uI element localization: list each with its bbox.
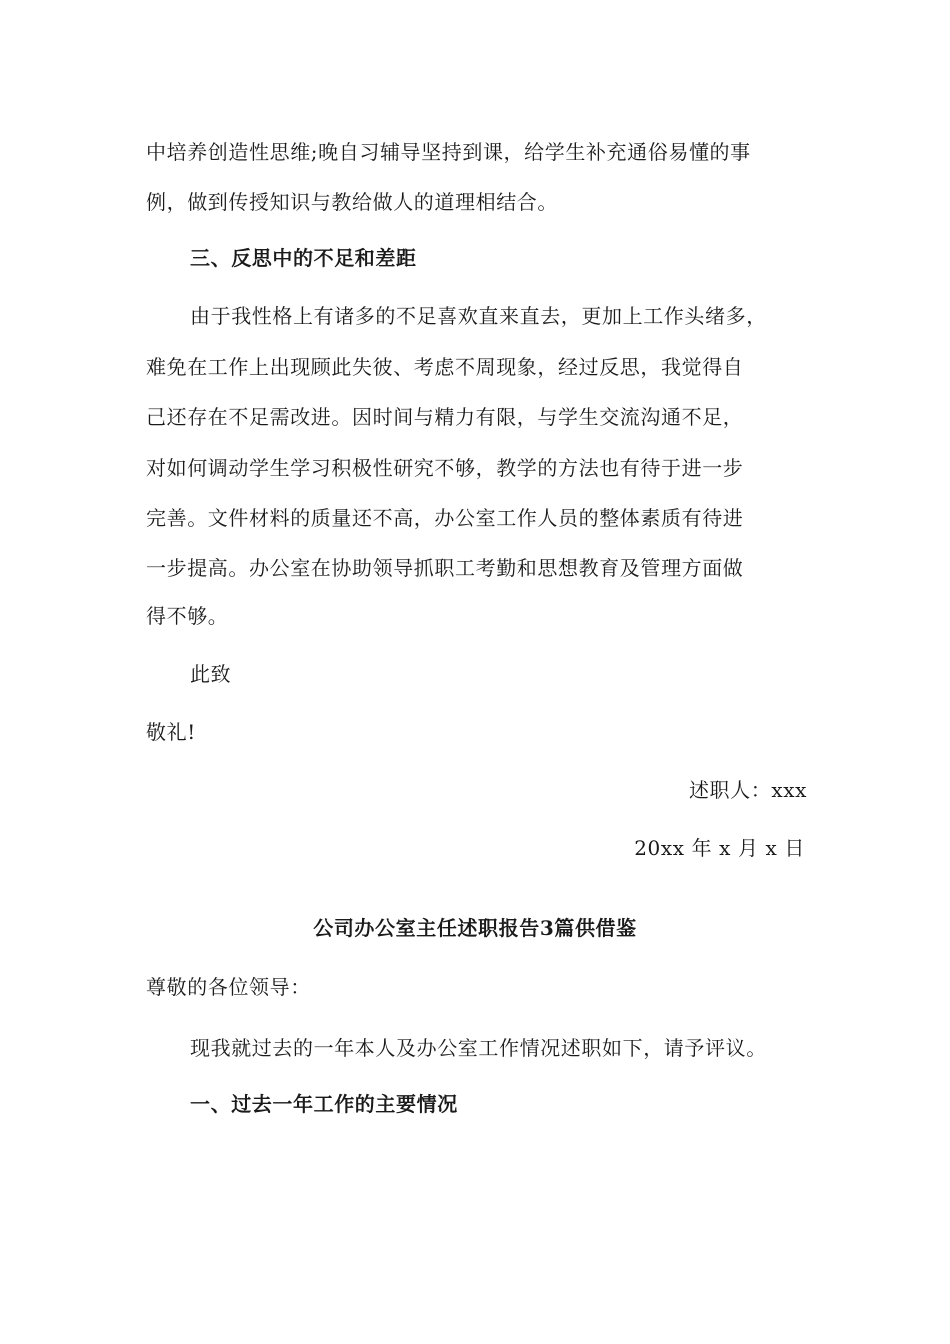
intro-paragraph: 现我就过去的一年本人及办公室工作情况述职如下，请予评议。 (190, 1036, 767, 1060)
paragraph-line: 中培养创造性思维;晚自习辅导坚持到课，给学生补充通俗易懂的事 (146, 140, 751, 164)
paragraph-line: 得不够。 (146, 604, 229, 628)
paragraph-line: 例，做到传授知识与教给做人的道理相结合。 (146, 190, 558, 214)
paragraph-line: 一步提高。办公室在协助领导抓职工考勤和思想教育及管理方面做 (146, 556, 744, 580)
paragraph-line: 对如何调动学生学习积极性研究不够，教学的方法也有待于进一步 (146, 456, 744, 480)
signature: 述职人：xxx (688, 778, 807, 802)
paragraph-line: 难免在工作上出现顾此失彼、考虑不周现象，经过反思，我觉得自 (146, 355, 744, 379)
closing-line: 此致 (190, 662, 232, 686)
date: 20xx 年 x 月 x 日 (634, 836, 805, 860)
paragraph-line: 由于我性格上有诸多的不足喜欢直来直去，更加上工作头绪多， (190, 304, 767, 328)
paragraph-line: 己还存在不足需改进。因时间与精力有限，与学生交流沟通不足， (146, 405, 744, 429)
closing-line: 敬礼! (146, 720, 196, 744)
document-title: 公司办公室主任述职报告3篇供借鉴 (313, 916, 637, 940)
section-heading: 三、反思中的不足和差距 (190, 246, 417, 270)
paragraph-line: 完善。文件材料的质量还不高，办公室工作人员的整体素质有待进 (146, 506, 744, 530)
section-heading: 一、过去一年工作的主要情况 (190, 1092, 458, 1116)
salutation: 尊敬的各位领导： (146, 975, 311, 999)
